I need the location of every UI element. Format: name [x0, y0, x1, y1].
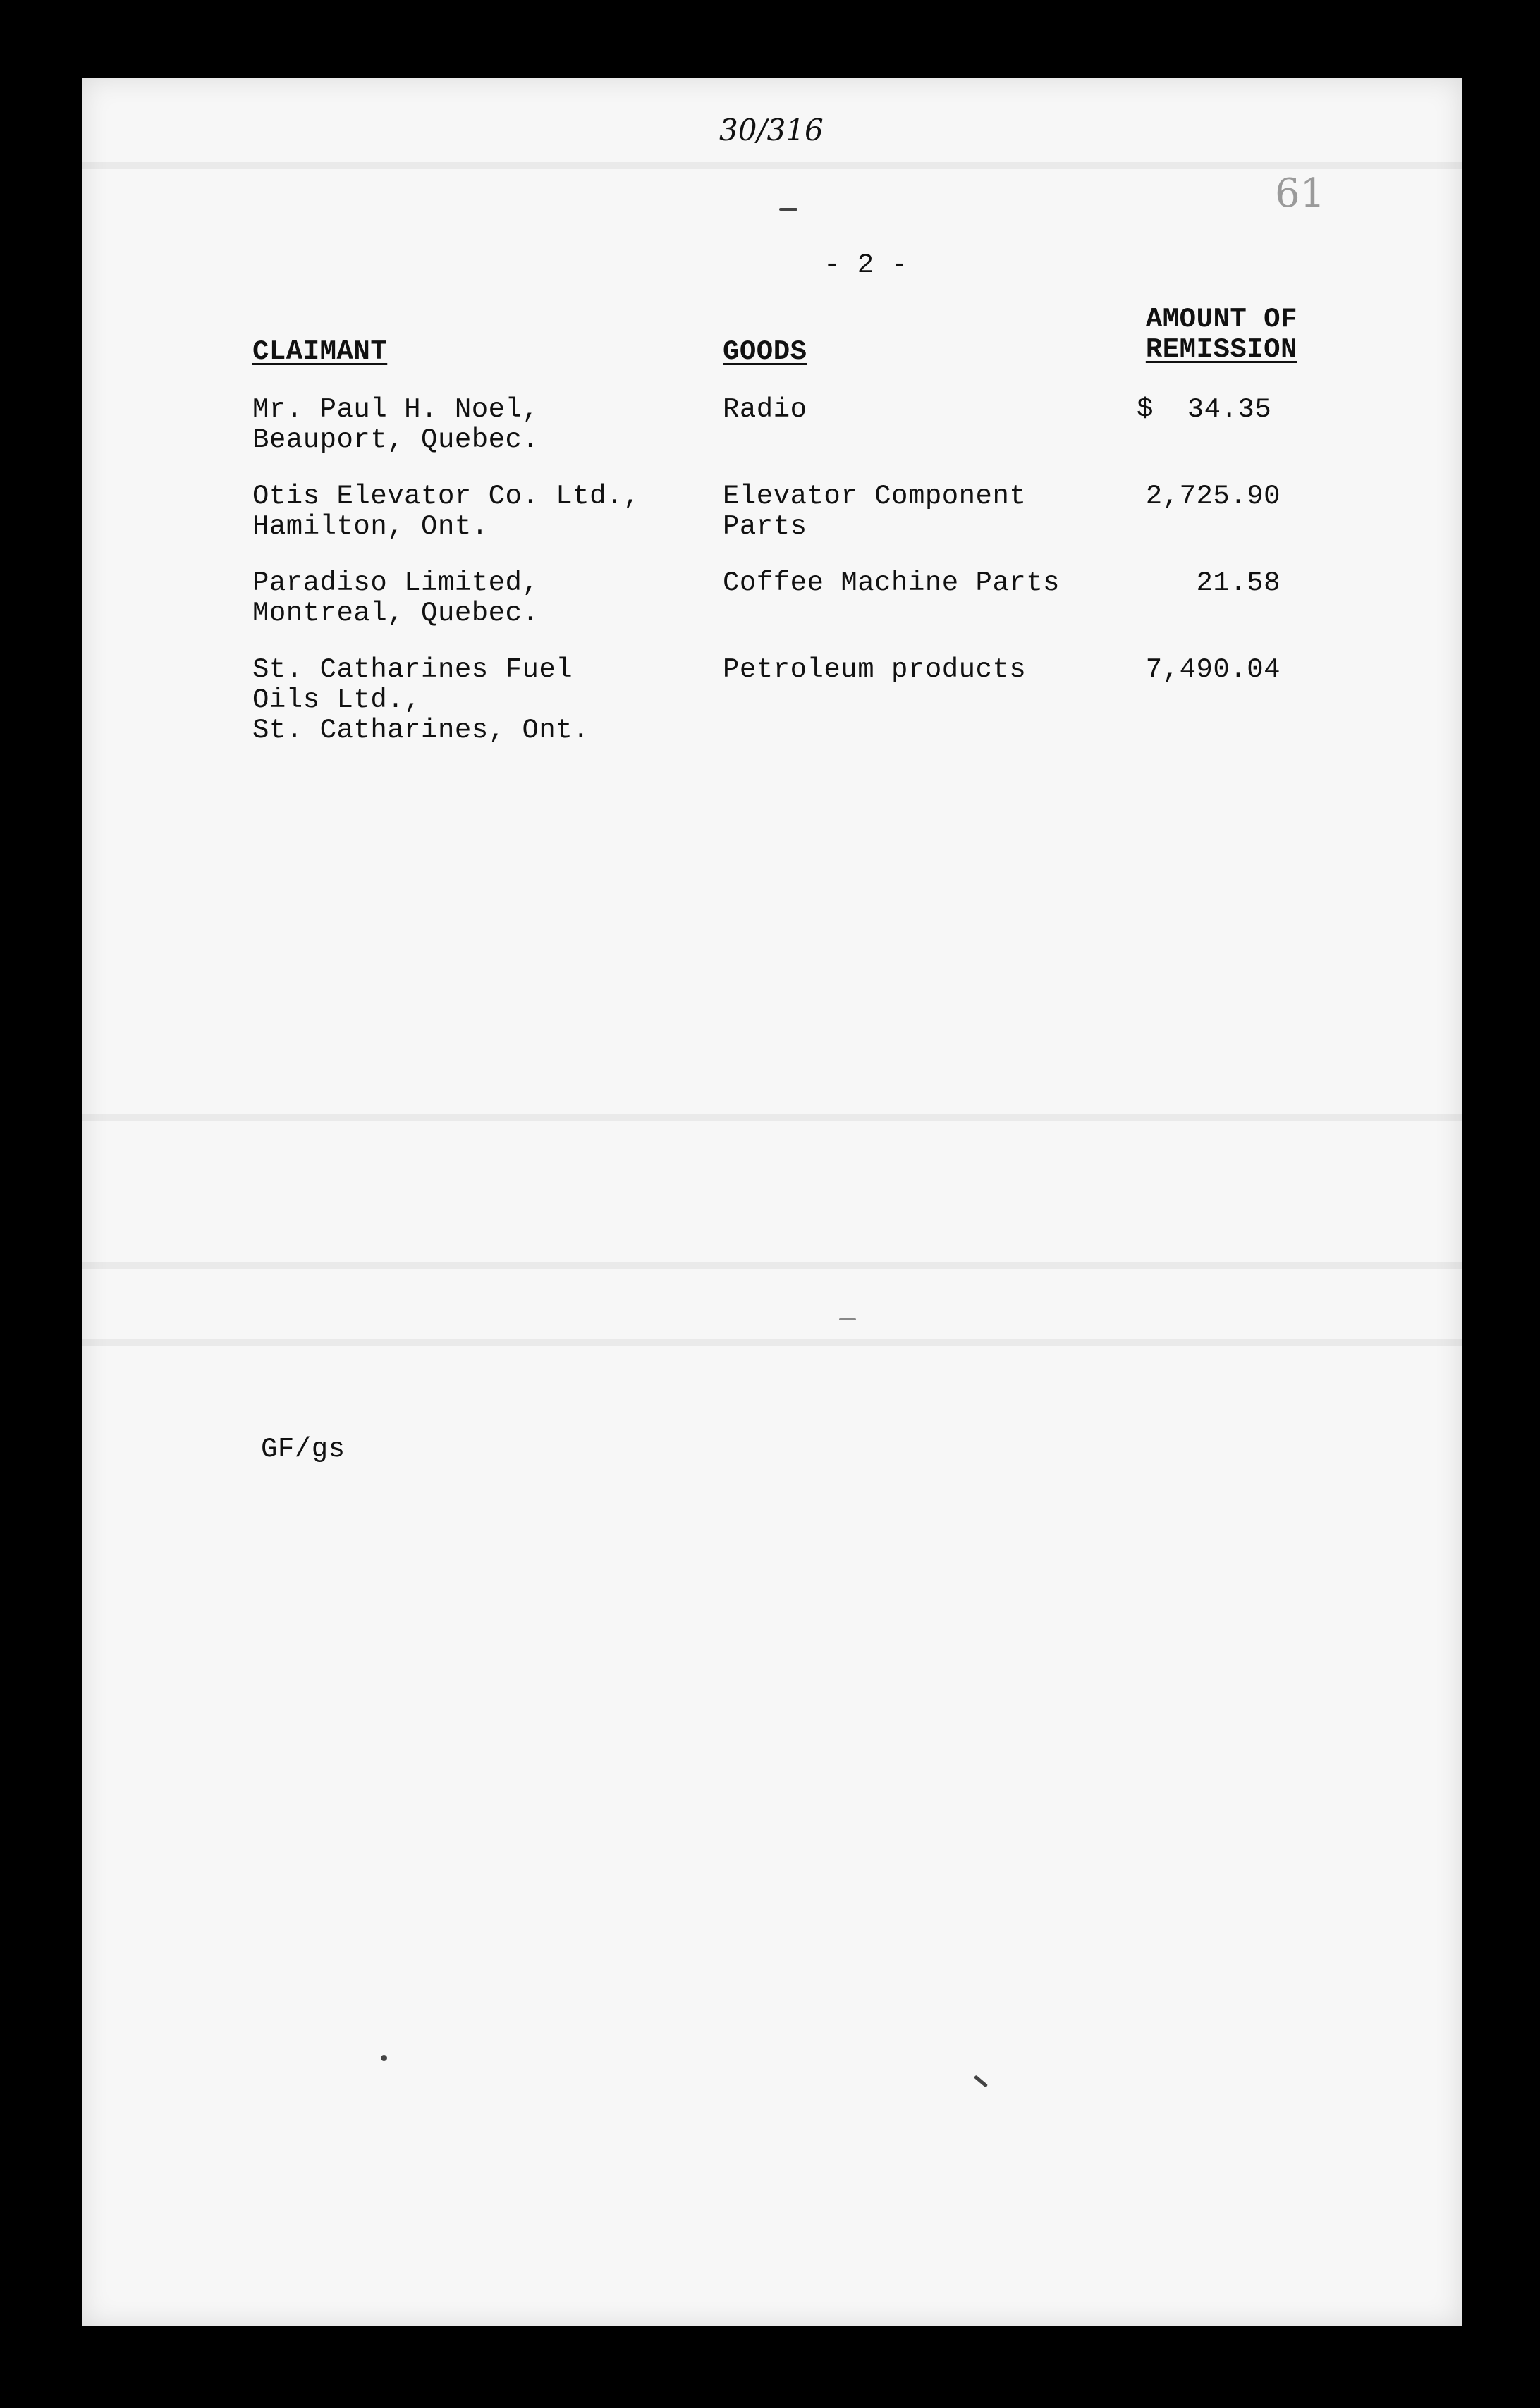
row-3-amount: 21.58 [1196, 567, 1281, 598]
scan-band [82, 162, 1462, 169]
row-2-goods-line-1: Elevator Component [723, 481, 1027, 512]
row-3-goods: Coffee Machine Parts [723, 567, 1061, 598]
speck [839, 1318, 856, 1320]
speck [779, 208, 798, 211]
row-1-claimant-line-2: Beauport, Quebec. [252, 424, 539, 455]
row-2-claimant-line-2: Hamilton, Ont. [252, 511, 489, 542]
header-amount-line2: REMISSION [1145, 334, 1297, 365]
typist-initials: GF/gs [261, 1434, 346, 1465]
row-2-goods-line-2: Parts [723, 511, 807, 542]
scan-band [82, 1114, 1462, 1121]
header-goods: GOODS [723, 336, 807, 367]
row-2-amount: 2,725.90 [1145, 481, 1281, 512]
handwritten-reference: 30/316 [719, 113, 824, 147]
row-4-claimant-line-3: St. Catharines, Ont. [252, 715, 590, 746]
row-3-claimant-line-2: Montreal, Quebec. [252, 598, 539, 629]
row-4-goods: Petroleum products [723, 654, 1027, 685]
row-2-claimant-line-1: Otis Elevator Co. Ltd., [252, 481, 640, 512]
stamped-page-number: 61 [1275, 171, 1326, 216]
row-1-goods: Radio [723, 394, 807, 425]
row-4-claimant-line-2: Oils Ltd., [252, 684, 422, 715]
row-1-claimant-line-1: Mr. Paul H. Noel, [252, 394, 539, 425]
scan-band [82, 1339, 1462, 1346]
scan-band [82, 1262, 1462, 1269]
header-amount-line1: AMOUNT OF [1145, 304, 1297, 335]
page-marker: - 2 - [824, 250, 908, 281]
row-4-claimant-line-1: St. Catharines Fuel [252, 654, 573, 685]
header-claimant: CLAIMANT [252, 336, 388, 367]
speck [381, 2055, 387, 2061]
row-1-amount: $ 34.35 [1137, 394, 1272, 425]
row-4-amount: 7,490.04 [1145, 654, 1281, 685]
row-3-claimant-line-1: Paradiso Limited, [252, 567, 539, 598]
